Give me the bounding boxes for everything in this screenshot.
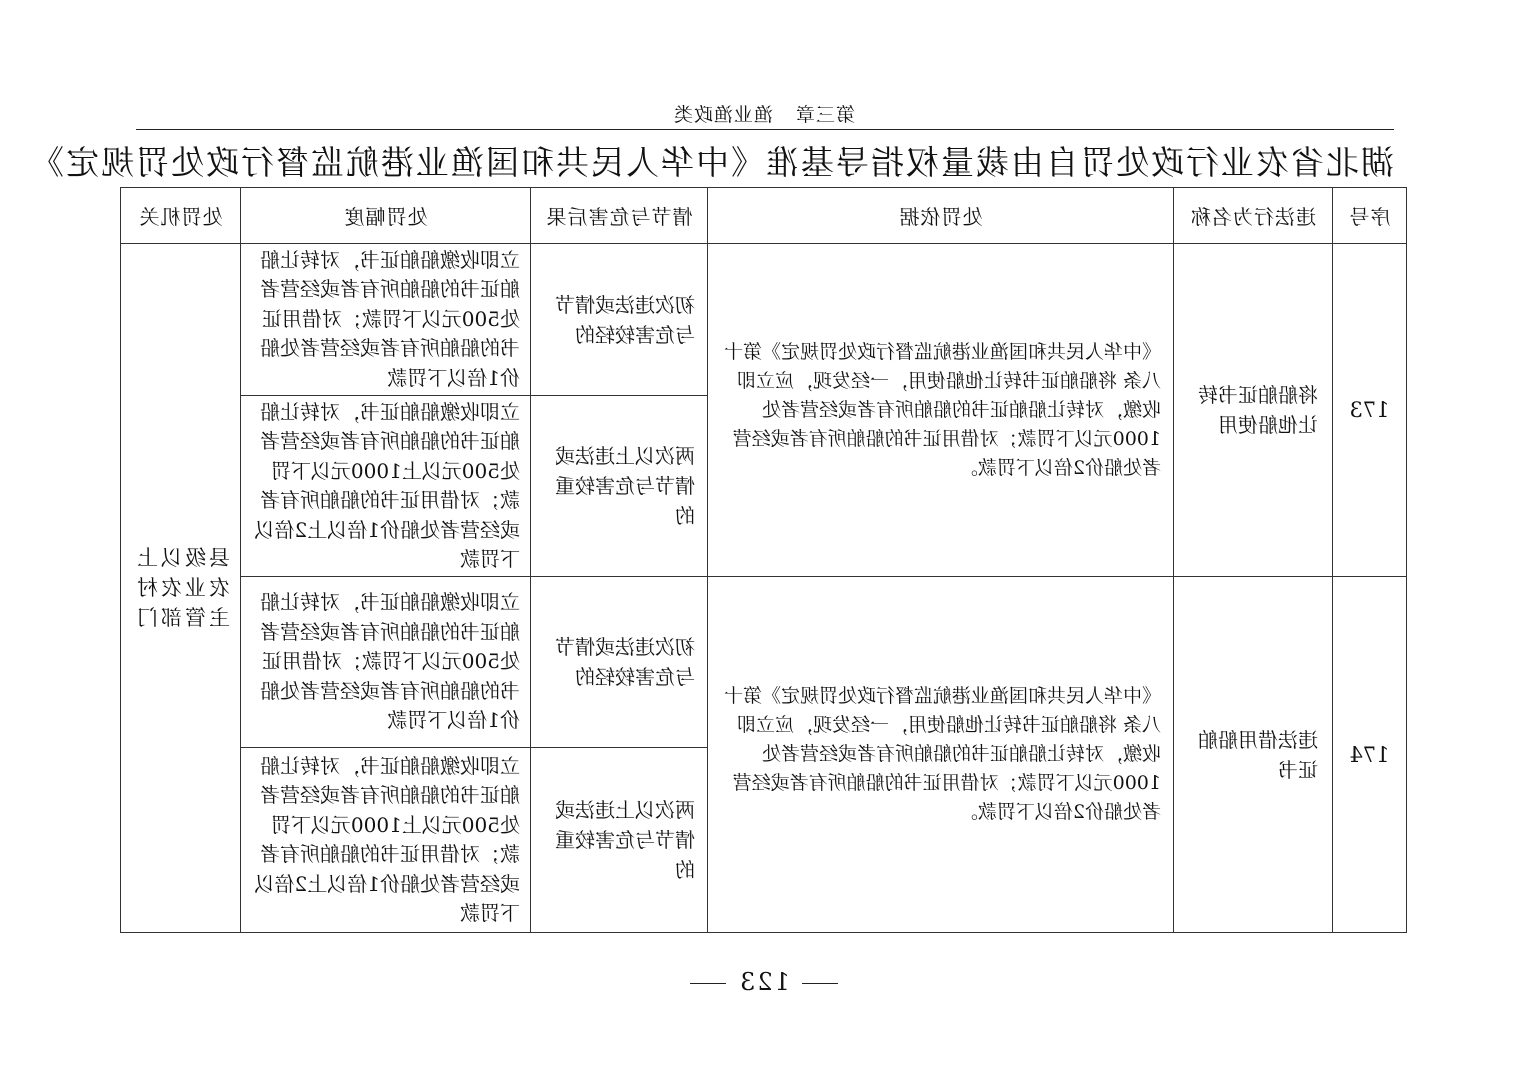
seq-cell: 174 — [1333, 577, 1407, 933]
range-cell: 立即收缴船舶证书，对转让船舶证书的船舶所有者或经营者处500元以下罚款；对借用证书的船舶所有者或经营者处船价1倍以下罚款 — [241, 244, 531, 396]
severity-cell: 初次违法或情节与危害较轻的 — [531, 244, 708, 396]
page-dash-right — [690, 983, 726, 984]
range-cell: 立即收缴船舶证书，对转让船舶证书的船舶所有者或经营者处500元以上1000元以下罚款；对借用证书的船舶所有者或经营者处船价1倍以上2倍以下罚款 — [241, 396, 531, 577]
chapter-header — [0, 100, 1528, 127]
header-severity: 情节与危害后果 — [531, 188, 708, 244]
chapter-label: 第三章 — [795, 104, 856, 126]
seq-cell: 173 — [1333, 244, 1407, 577]
header-rule — [136, 129, 1394, 130]
header-basis: 处罚依据 — [708, 188, 1174, 244]
header-act: 违法行为名称 — [1174, 188, 1333, 244]
range-cell: 立即收缴船舶证书，对转让船舶证书的船舶所有者或经营者处500元以上1000元以下罚款；对借用证书的船舶所有者或经营者处船价1倍以上2倍以下罚款 — [241, 748, 531, 933]
severity-cell: 两次以上违法或情节与危害较重的 — [531, 748, 708, 933]
act-cell: 违法借用船舶证书 — [1174, 577, 1333, 933]
header-range: 处罚幅度 — [241, 188, 531, 244]
basis-cell: 《中华人民共和国渔业港航监督行政处罚规定》第十八条 将船舶证书转让他船使用，一经发现，应立即收缴，对转让船舶证书的船舶所有者或经营者处1000元以下罚款；对借用证书的船舶所有者或经营者处船价2倍以下罚款。 — [708, 577, 1174, 933]
header-seq: 序号 — [1333, 188, 1407, 244]
range-cell: 立即收缴船舶证书，对转让船舶证书的船舶所有者或经营者处500元以下罚款；对借用证书的船舶所有者或经营者处船价1倍以下罚款 — [241, 577, 531, 748]
act-cell: 将船舶证书转让他船使用 — [1174, 244, 1333, 577]
table-header-row — [121, 188, 1407, 244]
page-dash-left — [802, 983, 838, 984]
page-number-value: 123 — [738, 968, 790, 996]
section-label: 渔业渔政类 — [672, 104, 773, 126]
basis-cell: 《中华人民共和国渔业港航监督行政处罚规定》第十八条 将船舶证书转让他船使用，一经发现，应立即收缴，对转让船舶证书的船舶所有者或经营者处1000元以下罚款；对借用证书的船舶所有者或经营者处船价2倍以下罚款。 — [708, 244, 1174, 577]
penalty-table — [120, 187, 1407, 933]
table-row — [121, 244, 1407, 396]
authority-cell: 县级以上农业农村主管部门 — [121, 244, 241, 933]
header-authority: 处罚机关 — [121, 188, 241, 244]
document-title: 湖北省农业行政处罚自由裁量权指导基准《中华人民共和国渔业港航监督行政处罚规定》 — [29, 143, 1394, 182]
page-number — [0, 968, 1528, 996]
severity-cell: 初次违法或情节与危害较轻的 — [531, 577, 708, 748]
severity-cell: 两次以上违法或情节与危害较重的 — [531, 396, 708, 577]
table-row — [121, 577, 1407, 748]
